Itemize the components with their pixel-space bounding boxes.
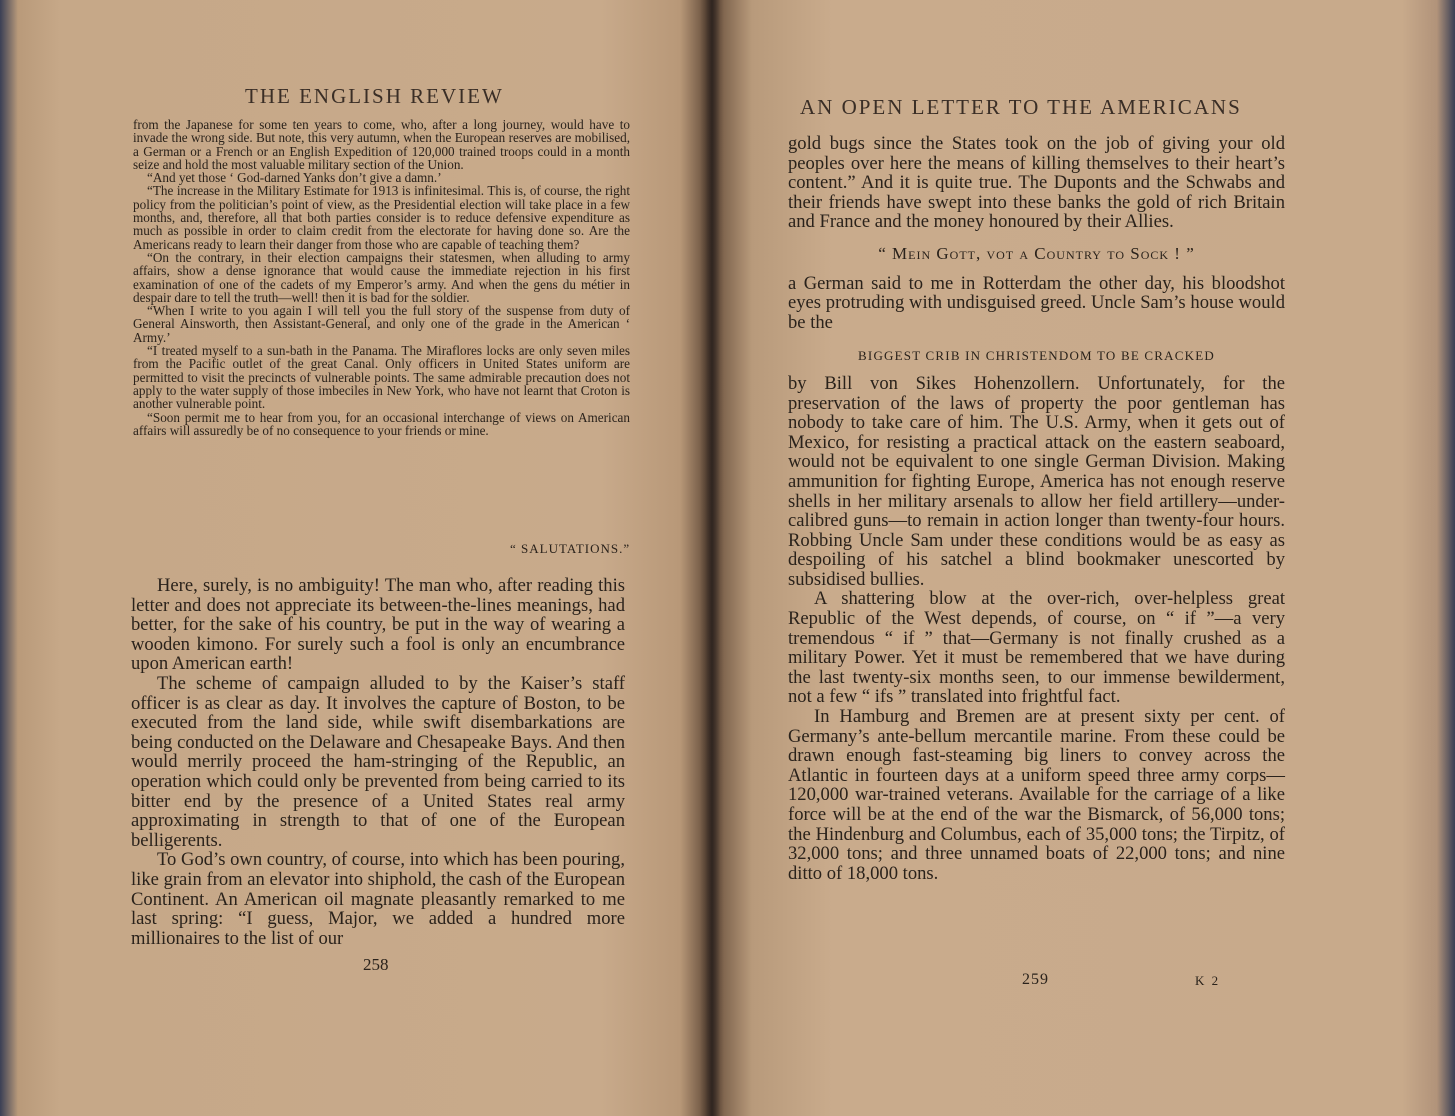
body-paragraph: In Hamburg and Bremen are at present sixty per cent. of Germany’s ante-bellum mercantile marine. From these could be drawn enough fast-steaming big liners to convey across the Atlantic in fourteen days at a uniform speed three army corps—120,000 war-trained veterans. Available for the carriage of a like force will be at the end of the war the Bismarck, of 56,000 tons; the Hindenburg and Columbus, each of 35,000 tons; the Tirpitz, of 32,000 tons; and three unnamed boats of 22,000 tons; and nine ditto of 18,000 tons. — [788, 706, 1285, 884]
right-body-text — [788, 134, 1285, 883]
body-paragraph: gold bugs since the States took on the job of giving your old peoples over here the means of killing themselves to their heart’s content.” And it is quite true. The Duponts and the Schwabs and their friends have swept into these banks the gold of rich Britain and France and the money honoured by their Allies. — [788, 133, 1285, 233]
body-paragraph: The scheme of campaign alluded to by the Kaiser’s staff officer is as clear as day. It involves the capture of Boston, to be executed from the land side, while swift disembarkations are being conducted on the Delaware and Chesapeake Bays. And then would merrily proceed the ham-stringing of the Republic, an operation which could only be prevented from being carried to its bitter end by the presence of a United States real army approximating in strength to that of one of the European belligerents. — [131, 672, 625, 851]
letter-paragraph: “I treated myself to a sun-bath in the Panama. The Miraflores locks are only seven miles from the Pacific outlet of the great Canal. Only officers in United States uniform are permitted to visit the precincts of vulnerable points. The same admirable precaution does not apply to the water supply of those imbeciles in New York, who have not learnt that Croton is another vulnerable point. — [133, 343, 630, 412]
body-paragraph: Here, surely, is no ambiguity! The man who, after reading this letter and does not appreciate its between-the-lines meanings, had better, for the sake of his country, be put in the way of wearing a wooden kimono. For surely such a fool is only an encumbrance upon American earth! — [131, 575, 625, 675]
letter-paragraph: “And yet those ‘ God-darned Yanks don’t give a damn.’ — [147, 170, 442, 186]
body-paragraph: A shattering blow at the over-rich, over-helpless great Republic of the West depends, of course, on “ if ”—a very tremendous “ if ” that—Germany is not finally crushed as a military Power. Yet it must be remembered that we have during the last twenty-six months seen, to our immense bewilderment, not a few “ ifs ” translated into frightful fact. — [788, 588, 1285, 708]
left-body-text — [131, 576, 625, 948]
body-paragraph: by Bill von Sikes Hohenzollern. Unfortunately, for the preservation of the laws of property the poor gentleman has nobody to take care of him. The U.S. Army, when it gets out of Mexico, for resisting a practical attack on the eastern seaboard, would not be equivalent to one single German Division. Making ammunition for fighting Europe, America has not enough reserve shells in her military arsenals to allow her field artillery—under-calibred guns—to remain in action longer than twenty-four hours. Robbing Uncle Sam under these conditions would be as easy as despoiling of his satchel a blind bookmaker unescorted by subsidised bullies. — [788, 372, 1285, 590]
gutter-shadow — [700, 0, 724, 1116]
running-head-right: AN OPEN LETTER TO THE AMERICANS — [800, 95, 1242, 119]
quote-heading: “ Mein Gott, vot a Country to Sock ! ” — [878, 243, 1195, 263]
letter-paragraph: “When I write to you again I will tell you the full story of the suspense from duty of General Ainsworth, then Assistant-General, and only one of the grade in the American ‘ Army.’ — [133, 303, 630, 345]
letter-signature: “ SALUTATIONS.” — [510, 541, 631, 556]
running-head-left: THE ENGLISH REVIEW — [245, 84, 504, 108]
right-page — [712, 0, 1455, 1116]
letter-paragraph: “On the contrary, in their election campaigns their statesmen, when alluding to army affairs, show a dense ignorance that would cause the immediate rejection in his first examination of one of the cadets of my Emperor’s army. And when the gens du métier in despair dare to tell the truth—well! then it is bad for the soldier. — [133, 249, 630, 305]
letter-paragraph: from the Japanese for some ten years to come, who, after a long journey, would have to invade the wrong side. But note, this very autumn, when the European reserves are mobilised, a German or a French or an English Expedition of 120,000 trained troops could in a month seize and hold the most valuable military section of the Union. — [133, 117, 630, 172]
letter-paragraph: “Soon permit me to hear from you, for an occasional interchange of views on American affairs will assuredly be of no consequence to your friends or mine. — [133, 409, 630, 438]
letter-text — [133, 118, 630, 437]
display-heading: BIGGEST CRIB IN CHRISTENDOM TO BE CRACKED — [858, 348, 1215, 364]
body-paragraph: a German said to me in Rotterdam the other day, his bloodshot eyes protruding with undisguised greed. Uncle Sam’s house would be the — [788, 272, 1285, 333]
left-page — [0, 0, 712, 1116]
body-paragraph: To God’s own country, of course, into which has been pouring, like grain from an elevator into shiphold, the cash of the European Continent. An American oil magnate pleasantly remarked to me last spring: “I guess, Major, we added a hundred more millionaires to the list of our — [131, 849, 625, 949]
page-number-right: 259 — [1022, 971, 1049, 988]
page-number-left: 258 — [363, 955, 389, 974]
signature-mark: K 2 — [1195, 973, 1221, 988]
letter-paragraph: “The increase in the Military Estimate for 1913 is infinitesimal. This is, of course, the right policy from the politician’s point of view, as the Presidential election will take place in a few months, and, therefore, all that both parties consider is to reduce defensive expenditure as much as possible in order to claim credit from the electorate for having done so. Are the Americans ready to learn their danger from those who are capable of teaching them? — [133, 183, 630, 252]
